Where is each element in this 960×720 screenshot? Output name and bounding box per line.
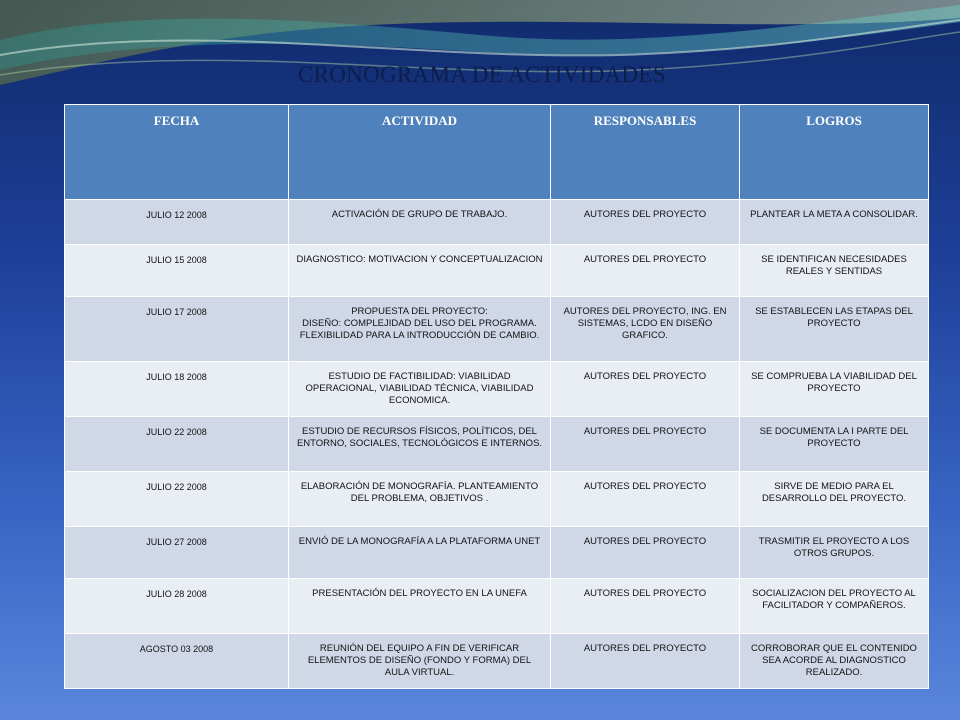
table-body bbox=[65, 200, 929, 689]
cell-actividad: ESTUDIO DE FACTIBILIDAD: VIABILIDAD OPERACIONAL, VIABILIDAD TÉCNICA, VIABILIDAD ECONOMICA. bbox=[289, 362, 551, 417]
cell-logros: CORROBORAR QUE EL CONTENIDO SEA ACORDE AL DIAGNOSTICO REALIZADO. bbox=[740, 634, 929, 689]
header-actividad: ACTIVIDAD bbox=[289, 105, 551, 200]
header-fecha: FECHA bbox=[65, 105, 289, 200]
cell-responsables: AUTORES DEL PROYECTO bbox=[551, 579, 740, 634]
cell-responsables: AUTORES DEL PROYECTO, ING. EN SISTEMAS, LCDO EN DISEÑO GRAFICO. bbox=[551, 297, 740, 362]
cell-fecha: JULIO 17 2008 bbox=[65, 297, 289, 362]
decorative-swoosh bbox=[0, 0, 960, 120]
table-row bbox=[65, 472, 929, 527]
cell-actividad: ELABORACIÓN DE MONOGRAFÍA. PLANTEAMIENTO DEL PROBLEMA, OBJETIVOS . bbox=[289, 472, 551, 527]
cell-actividad: ENVIÓ DE LA MONOGRAFÍA A LA PLATAFORMA UNET bbox=[289, 527, 551, 579]
cell-logros: PLANTEAR LA META A CONSOLIDAR. bbox=[740, 200, 929, 245]
cell-logros: SIRVE DE MEDIO PARA EL DESARROLLO DEL PROYECTO. bbox=[740, 472, 929, 527]
cell-fecha: JULIO 28 2008 bbox=[65, 579, 289, 634]
table-row bbox=[65, 297, 929, 362]
cell-responsables: AUTORES DEL PROYECTO bbox=[551, 200, 740, 245]
cell-actividad: PRESENTACIÓN DEL PROYECTO EN LA UNEFA bbox=[289, 579, 551, 634]
table-row bbox=[65, 245, 929, 297]
cell-fecha: JULIO 12 2008 bbox=[65, 200, 289, 245]
cell-actividad: ACTIVACIÓN DE GRUPO DE TRABAJO. bbox=[289, 200, 551, 245]
cell-actividad: PROPUESTA DEL PROYECTO: DISEÑO: COMPLEJIDAD DEL USO DEL PROGRAMA. FLEXIBILIDAD PARA LA INTRODUCCIÓN DE CAMBIO. bbox=[289, 297, 551, 362]
cell-fecha: JULIO 18 2008 bbox=[65, 362, 289, 417]
cell-logros: SE ESTABLECEN LAS ETAPAS DEL PROYECTO bbox=[740, 297, 929, 362]
cell-fecha: JULIO 15 2008 bbox=[65, 245, 289, 297]
cell-logros: SE IDENTIFICAN NECESIDADES REALES Y SENTIDAS bbox=[740, 245, 929, 297]
table-row bbox=[65, 362, 929, 417]
cell-logros: SOCIALIZACION DEL PROYECTO AL FACILITADOR Y COMPAÑEROS. bbox=[740, 579, 929, 634]
cell-responsables: AUTORES DEL PROYECTO bbox=[551, 417, 740, 472]
cell-actividad: ESTUDIO DE RECURSOS FÍSICOS, POLÍTICOS, DEL ENTORNO, SOCIALES, TECNOLÓGICOS E INTERNOS. bbox=[289, 417, 551, 472]
cell-fecha: AGOSTO 03 2008 bbox=[65, 634, 289, 689]
cell-logros: SE COMPRUEBA LA VIABILIDAD DEL PROYECTO bbox=[740, 362, 929, 417]
cell-fecha: JULIO 27 2008 bbox=[65, 527, 289, 579]
cell-fecha: JULIO 22 2008 bbox=[65, 472, 289, 527]
cell-responsables: AUTORES DEL PROYECTO bbox=[551, 472, 740, 527]
table-header bbox=[65, 105, 929, 200]
cell-actividad: DIAGNOSTICO: MOTIVACION Y CONCEPTUALIZACION bbox=[289, 245, 551, 297]
header-logros: LOGROS bbox=[740, 105, 929, 200]
schedule-table bbox=[64, 104, 929, 689]
table-row bbox=[65, 579, 929, 634]
table-row bbox=[65, 634, 929, 689]
cell-responsables: AUTORES DEL PROYECTO bbox=[551, 245, 740, 297]
table-row bbox=[65, 200, 929, 245]
cell-responsables: AUTORES DEL PROYECTO bbox=[551, 634, 740, 689]
header-responsables: RESPONSABLES bbox=[551, 105, 740, 200]
table-row bbox=[65, 417, 929, 472]
cell-responsables: AUTORES DEL PROYECTO bbox=[551, 527, 740, 579]
table-row bbox=[65, 527, 929, 579]
cell-actividad: REUNIÓN DEL EQUIPO A FIN DE VERIFICAR ELEMENTOS DE DISEÑO (FONDO Y FORMA) DEL AULA VIRTUAL. bbox=[289, 634, 551, 689]
cell-logros: TRASMITIR EL PROYECTO A LOS OTROS GRUPOS. bbox=[740, 527, 929, 579]
cell-fecha: JULIO 22 2008 bbox=[65, 417, 289, 472]
cell-responsables: AUTORES DEL PROYECTO bbox=[551, 362, 740, 417]
page-title: CRONOGRAMA DE ACTIVIDADES bbox=[298, 62, 666, 87]
cell-logros: SE DOCUMENTA LA I PARTE DEL PROYECTO bbox=[740, 417, 929, 472]
